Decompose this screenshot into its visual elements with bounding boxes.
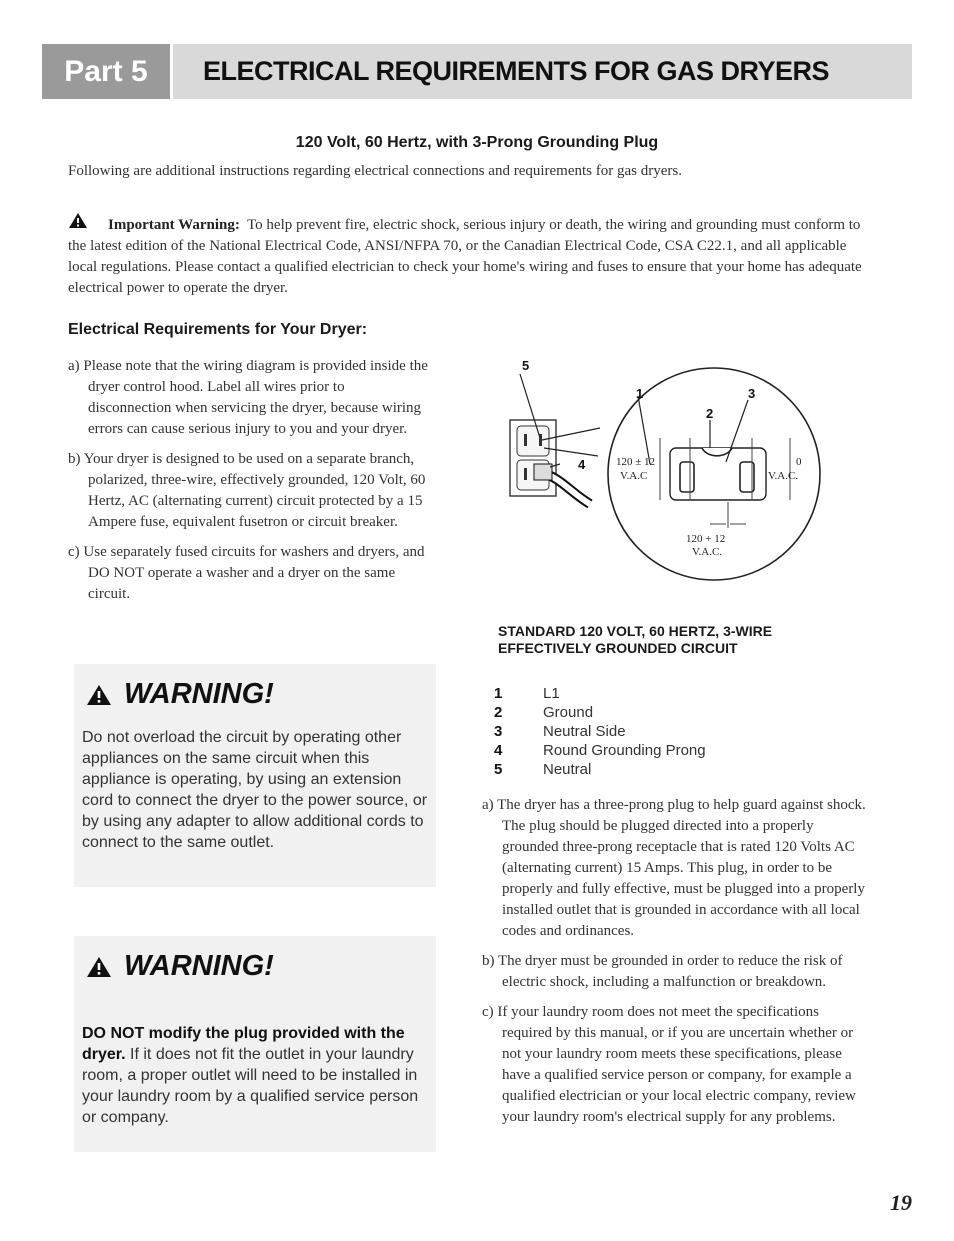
legend-label: Neutral (543, 761, 592, 778)
warning-bold-text: DO NOT modify the plug provided with the dryer. (82, 1025, 405, 1063)
left-unit: V.A.C (620, 470, 648, 482)
section-heading: Electrical Requirements for Your Dryer: (68, 321, 368, 338)
legend-number: 1 (494, 685, 503, 702)
important-warning (68, 212, 874, 299)
right-voltage: 0 (796, 456, 802, 468)
callout-3: 3 (748, 386, 756, 401)
callout-2: 2 (706, 406, 714, 421)
legend-row (494, 684, 706, 703)
legend-label: Neutral Side (543, 723, 626, 740)
list-item: a) Please note that the wiring diagram is provided inside the dryer control hood. Label all wires prior to disconnection when servicing the dryer, because wiring errors can cause serious injury to you and your dryer. (68, 358, 428, 437)
legend-label: Ground (543, 704, 594, 721)
legend-row (494, 760, 706, 779)
list-item: c) Use separately fused circuits for washers and dryers, and DO NOT operate a washer and a dryer on the same circuit. (68, 544, 425, 602)
important-label: Important Warning: (108, 217, 240, 233)
page-title: ELECTRICAL REQUIREMENTS FOR GAS DRYERS (173, 44, 912, 99)
list-item: b) The dryer must be grounded in order to reduce the risk of electric shock, including a malfunction or breakdown. (482, 953, 843, 990)
list-item: a) The dryer has a three-prong plug to help guard against shock. The plug should be plugged directed into a properly grounded three-prong receptacle that is rated 120 Volts AC (alternating current) 15 Amps. This plug, in order to be properly and fully effective, must be plugged into a properly installed outlet that is grounded in accordance with all local codes and ordinances. (482, 797, 866, 939)
legend-row (494, 703, 706, 722)
important-text: To help prevent fire, electric shock, serious injury or death, the wiring and grounding must conform to the latest edition of the National Electrical Code, ANSI/NFPA 70, or the Canadian Electrical Code, CSA C22.1, and all applicable local regulations. Please contact a qualified electrician to check your home's wiring and fuses to ensure that your home has adequate electrical power to operate the dryer. (68, 217, 862, 296)
bottom-unit: V.A.C. (692, 546, 723, 558)
page-number: 19 (890, 1190, 912, 1215)
legend-number: 3 (494, 723, 503, 740)
left-voltage: 120 ± 12 (616, 456, 656, 468)
warning-triangle-icon (86, 956, 112, 978)
callout-5: 5 (522, 358, 530, 373)
intro-text: Following are additional instructions regarding electrical connections and requirements for gas dryers. (68, 163, 682, 179)
warning-text: If it does not fit the outlet in your laundry room, a proper outlet will need to be installed in your laundry room by a qualified service person or company. (82, 1046, 419, 1126)
legend-label: Round Grounding Prong (543, 742, 706, 759)
warning-text: Do not overload the circuit by operating other appliances on the same circuit when this appliance is operating, by using an extension cord to connect the dryer to the power source, or by using any adapter to allow additional cords to connect to the same outlet. (82, 729, 428, 851)
right-unit: V.A.C. (768, 470, 799, 482)
legend-number: 2 (494, 704, 503, 721)
page-header (42, 44, 912, 99)
list-item: c) If your laundry room does not meet the specifications required by this manual, or if you are uncertain whether or not your laundry room meets these specifications, please have a qualified service person or company, for example a qualified electrician or your local electric company, review your laundry room's electrical supply for any problems. (482, 1004, 856, 1125)
outlet-diagram (500, 352, 830, 622)
part-label: Part 5 (42, 44, 170, 99)
legend-row (494, 741, 706, 760)
warning-triangle-icon (68, 212, 108, 236)
warning-title: WARNING! (124, 678, 274, 710)
left-requirements-list (68, 356, 428, 614)
legend-row (494, 722, 706, 741)
list-item: b) Your dryer is designed to be used on a separate branch, polarized, three-wire, effectively grounded, 120 Volt, 60 Hertz, AC (alternating current) circuit protected by a 15 Ampere fuse, equivalent fusetron or circuit breaker. (68, 451, 426, 530)
warning-triangle-icon (86, 684, 112, 706)
callout-1: 1 (636, 386, 644, 401)
legend-number: 4 (494, 742, 503, 759)
warning-box-overload (74, 664, 436, 887)
diagram-caption: STANDARD 120 VOLT, 60 HERTZ, 3-WIRE EFFECTIVELY GROUNDED CIRCUIT (498, 623, 773, 656)
bottom-voltage: 120 + 12 (686, 533, 726, 545)
callout-4: 4 (578, 457, 586, 472)
subheading: 120 Volt, 60 Hertz, with 3-Prong Grounding Plug (295, 134, 659, 151)
warning-box-plug (74, 936, 436, 1152)
warning-title: WARNING! (124, 950, 274, 982)
right-requirements-list (482, 795, 867, 1137)
diagram-legend (494, 684, 706, 779)
legend-number: 5 (494, 761, 503, 778)
legend-label: L1 (543, 685, 560, 702)
